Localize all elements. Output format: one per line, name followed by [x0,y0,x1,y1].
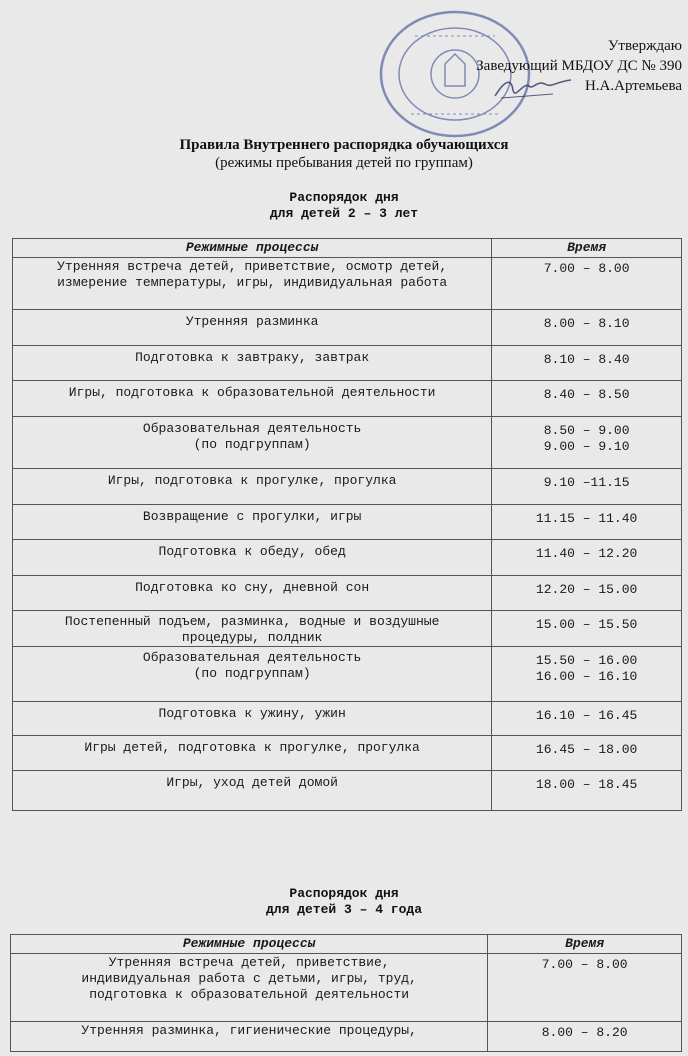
table-row [13,258,682,310]
time-cell: 7.00 – 8.00 [488,954,682,1022]
process-cell: Игры, уход детей домой [13,771,492,811]
process-cell: Утренняя разминка [13,310,492,346]
time-cell: 12.20 – 15.00 [492,576,682,611]
approval-line-3: Н.А.Артемьева [584,78,682,94]
table-row [13,469,682,505]
time-cell: 16.10 – 16.45 [492,702,682,736]
time-cell: 8.10 – 8.40 [492,346,682,381]
schedule-2-heading: Распорядок дня [289,886,399,901]
time-cell: 8.50 – 9.00 9.00 – 9.10 [492,417,682,469]
schedule-2-group: для детей 3 – 4 года [265,902,423,917]
time-cell: 7.00 – 8.00 [492,258,682,310]
table-row [13,505,682,540]
time-cell: 9.10 –11.15 [492,469,682,505]
col-process-header: Режимные процессы [13,239,492,258]
document-subtitle: (режимы пребывания детей по группам) [215,155,473,171]
col-time-header: Время [492,239,682,258]
process-cell: Игры, подготовка к образовательной деятельности [13,381,492,417]
table-row [13,576,682,611]
table-row [13,381,682,417]
process-cell: Утренняя разминка, гигиенические процедуры, [11,1022,488,1052]
time-cell: 15.00 – 15.50 [492,611,682,647]
process-cell: Утренняя встреча детей, приветствие, индивидуальная работа с детьми, игры, труд, подготовка к образовательной деятельности [11,954,488,1022]
time-cell: 18.00 – 18.45 [492,771,682,811]
table-row [13,611,682,647]
table-row [13,417,682,469]
table-row [13,771,682,811]
schedule-2-table [10,934,682,1052]
time-cell: 11.15 – 11.40 [492,505,682,540]
col-process-header: Режимные процессы [11,935,488,954]
table-row [13,346,682,381]
schedule-1-group: для детей 2 – 3 лет [269,206,419,221]
table-row [13,736,682,771]
table-row [13,540,682,576]
document-title: Правила Внутреннего распорядка обучающихся [179,137,509,153]
time-cell: 8.00 – 8.20 [488,1022,682,1052]
table-row [11,1022,682,1052]
process-cell: Образовательная деятельность (по подгруппам) [13,417,492,469]
schedule-1-table [12,238,682,811]
table-row [13,647,682,702]
table-row [11,954,682,1022]
process-cell: Подготовка ко сну, дневной сон [13,576,492,611]
process-cell: Подготовка к ужину, ужин [13,702,492,736]
schedule-1-heading: Распорядок дня [289,190,399,205]
time-cell: 15.50 – 16.00 16.00 – 16.10 [492,647,682,702]
process-cell: Подготовка к обеду, обед [13,540,492,576]
time-cell: 8.00 – 8.10 [492,310,682,346]
time-cell: 8.40 – 8.50 [492,381,682,417]
table-header-row [13,239,682,258]
approval-line-1: Утверждаю [607,38,682,54]
process-cell: Игры детей, подготовка к прогулке, прогулка [13,736,492,771]
time-cell: 11.40 – 12.20 [492,540,682,576]
process-cell: Возвращение с прогулки, игры [13,505,492,540]
process-cell: Образовательная деятельность (по подгруппам) [13,647,492,702]
table-row [13,310,682,346]
process-cell: Игры, подготовка к прогулке, прогулка [13,469,492,505]
process-cell: Постепенный подъем, разминка, водные и воздушные процедуры, полдник [13,611,492,647]
process-cell: Подготовка к завтраку, завтрак [13,346,492,381]
approval-block [440,36,682,96]
table-row [13,702,682,736]
approval-line-2: Заведующий МБДОУ ДС № 390 [476,58,682,74]
table-header-row [11,935,682,954]
time-cell: 16.45 – 18.00 [492,736,682,771]
col-time-header: Время [488,935,682,954]
process-cell: Утренняя встреча детей, приветствие, осмотр детей, измерение температуры, игры, индивидуальная работа [13,258,492,310]
